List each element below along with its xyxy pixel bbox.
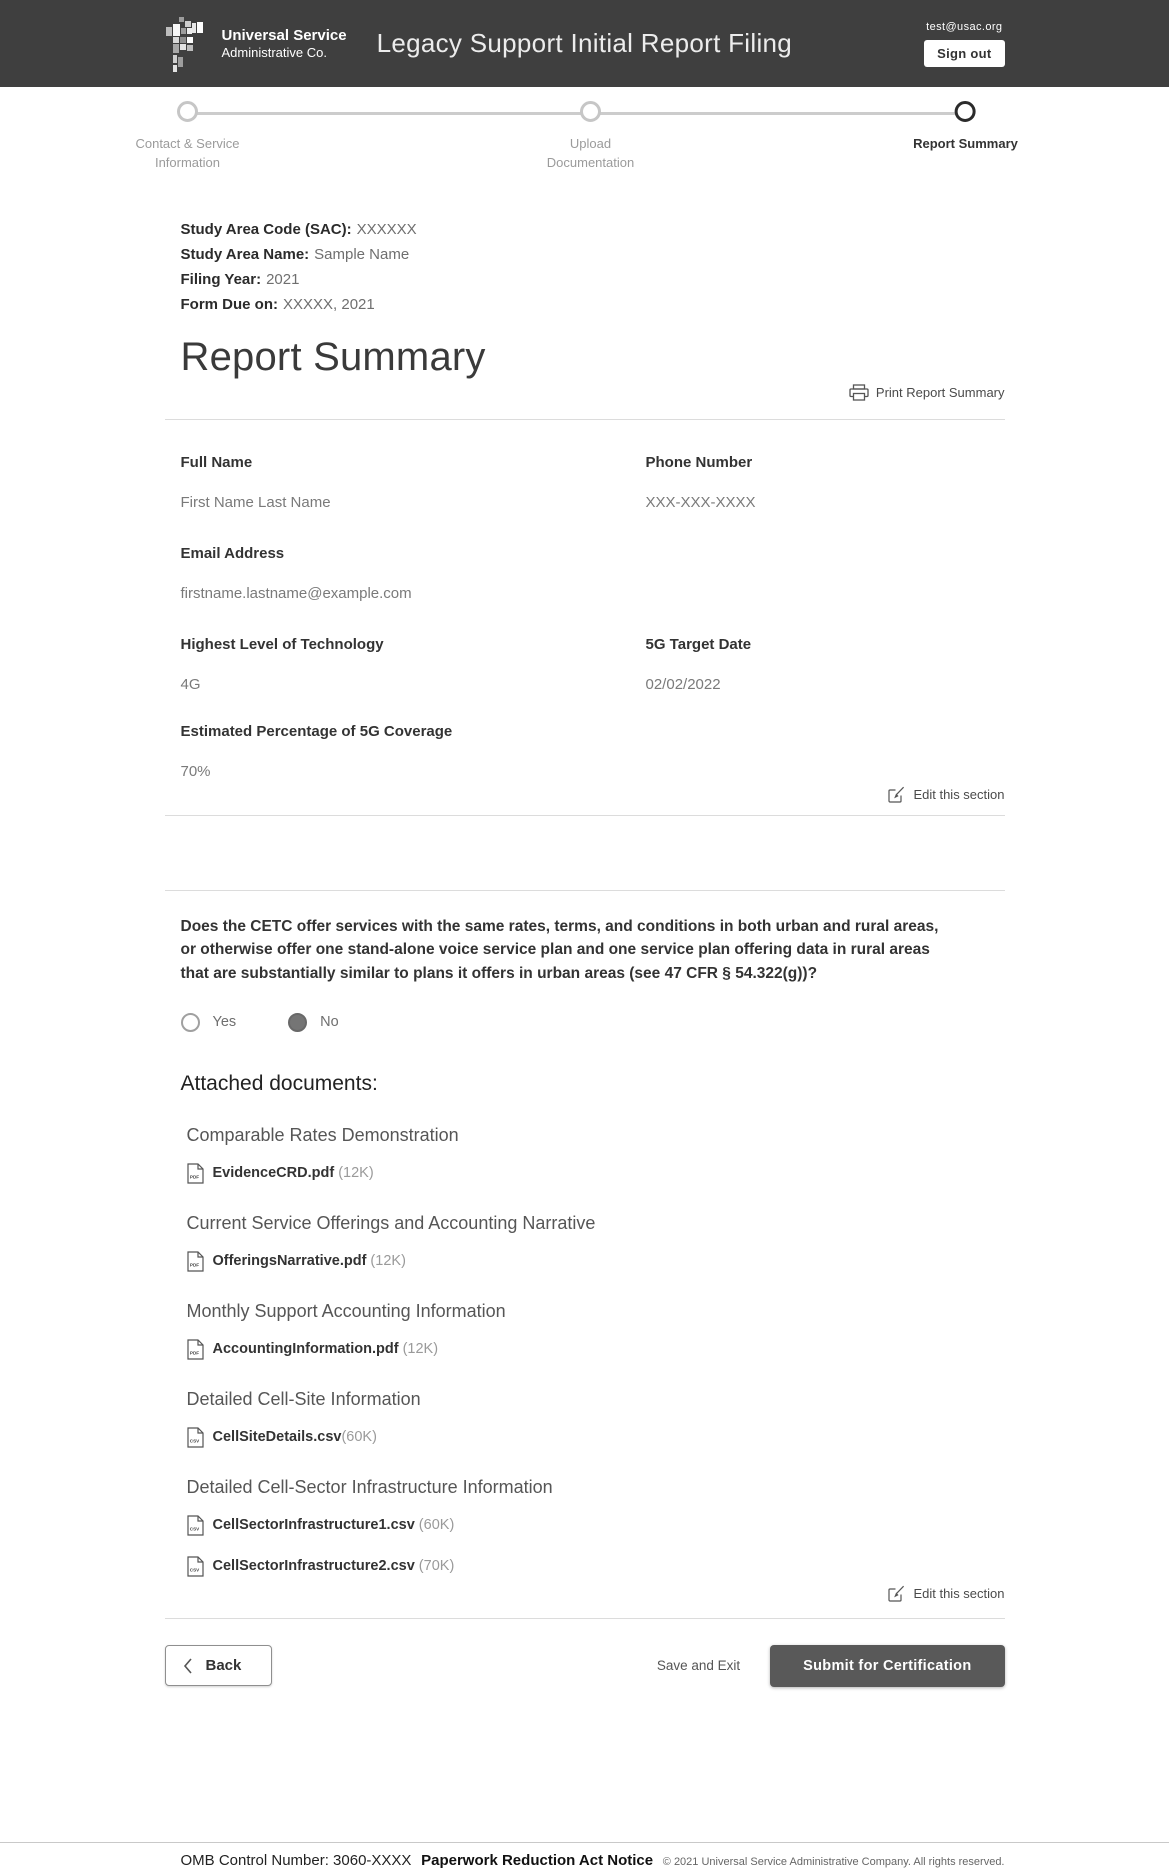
file-link[interactable] <box>187 1251 1005 1272</box>
print-report-summary-link[interactable] <box>165 384 1005 401</box>
usac-logo-icon <box>165 15 211 73</box>
svg-text:CSV: CSV <box>189 1526 199 1532</box>
org-name-line1: Universal Service <box>221 26 347 44</box>
technology-value: 4G <box>180 676 201 693</box>
paperwork-reduction-act-link[interactable]: Paperwork Reduction Act Notice <box>421 1852 654 1869</box>
svg-text:PDF: PDF <box>189 1174 199 1180</box>
section-divider <box>165 890 1005 891</box>
step-label: Report Summary <box>913 136 1018 151</box>
step-circle <box>580 101 601 122</box>
csv-file-icon <box>187 1427 204 1448</box>
target-date-value: 02/02/2022 <box>645 676 721 693</box>
doc-group-cell-site <box>165 1389 1005 1448</box>
sign-out-button[interactable]: Sign out <box>924 40 1004 67</box>
radio-option-no[interactable] <box>288 1013 339 1032</box>
edit-contact-section-link[interactable] <box>165 786 1005 803</box>
phone-number-value: XXX-XXX-XXXX <box>645 494 756 511</box>
radio-no-label: No <box>320 1014 339 1031</box>
doc-group-title: Monthly Support Accounting Information <box>186 1300 506 1321</box>
svg-text:CSV: CSV <box>189 1438 199 1444</box>
file-size: (60K) <box>414 1517 455 1534</box>
study-area-code-row <box>181 221 989 238</box>
form-due-value: XXXXX, 2021 <box>283 296 375 313</box>
org-name-line2: Administrative Co. <box>221 44 327 60</box>
phone-number-label: Phone Number <box>645 454 753 471</box>
file-size: (70K) <box>414 1558 455 1575</box>
file-size: (12K) <box>398 1341 439 1358</box>
technology-label: Highest Level of Technology <box>180 636 384 653</box>
step-contact-service-information <box>123 101 253 173</box>
pdf-file-icon <box>187 1339 204 1360</box>
file-link[interactable] <box>187 1339 1005 1360</box>
chevron-left-icon <box>183 1658 193 1674</box>
pdf-file-icon <box>187 1163 204 1184</box>
study-area-name-value: Sample Name <box>314 246 410 263</box>
radio-no-circle[interactable] <box>288 1013 307 1032</box>
section-divider <box>165 815 1005 816</box>
file-link[interactable] <box>187 1556 1005 1577</box>
app-header <box>0 0 1169 87</box>
doc-group-cell-sector <box>165 1477 1005 1577</box>
email-address-label: Email Address <box>180 545 285 562</box>
edit-pencil-icon <box>888 786 905 803</box>
cetc-question-radios <box>165 1013 1005 1032</box>
omb-control-number: OMB Control Number: 3060-XXXX <box>180 1852 412 1869</box>
section-divider <box>165 1618 1005 1619</box>
radio-option-yes[interactable] <box>181 1013 237 1032</box>
doc-group-title: Detailed Cell-Sector Infrastructure Information <box>186 1476 553 1497</box>
svg-text:CSV: CSV <box>189 1567 199 1573</box>
step-label: Upload Documentation <box>546 136 635 170</box>
back-button[interactable] <box>165 1645 273 1686</box>
filing-year-label: Filing Year: <box>180 271 262 288</box>
doc-group-title: Current Service Offerings and Accounting Narrative <box>186 1212 596 1233</box>
email-address-value: firstname.lastname@example.com <box>180 585 412 602</box>
filing-year-value: 2021 <box>266 271 300 288</box>
csv-file-icon <box>187 1515 204 1536</box>
pdf-file-icon <box>187 1251 204 1272</box>
submit-for-certification-button[interactable]: Submit for Certification <box>770 1645 1004 1687</box>
svg-text:PDF: PDF <box>189 1350 199 1356</box>
file-name: EvidenceCRD.pdf <box>212 1165 335 1182</box>
edit-link-label: Edit this section <box>913 787 1005 802</box>
printer-icon <box>849 384 869 401</box>
filing-year-row <box>181 271 989 288</box>
page-title: Report Summary <box>180 335 486 379</box>
step-label: Contact & Service Information <box>135 136 240 170</box>
radio-yes-label: Yes <box>212 1014 237 1031</box>
edit-link-label: Edit this section <box>913 1585 1005 1601</box>
file-link[interactable] <box>187 1427 1005 1448</box>
org-name <box>222 27 347 61</box>
form-due-label: Form Due on: <box>180 296 278 313</box>
target-date-label: 5G Target Date <box>645 636 752 653</box>
file-name: CellSiteDetails.csv <box>212 1429 342 1446</box>
usac-logo <box>165 15 347 73</box>
edit-documents-section-link[interactable] <box>165 1585 1005 1602</box>
svg-text:PDF: PDF <box>189 1262 199 1268</box>
page-footer <box>0 1842 1169 1869</box>
contact-summary-section <box>165 454 1005 780</box>
doc-group-monthly-support <box>165 1301 1005 1360</box>
file-size: (60K) <box>341 1429 377 1446</box>
coverage-label: Estimated Percentage of 5G Coverage <box>180 723 453 740</box>
file-name: CellSectorInfrastructure1.csv <box>212 1517 415 1534</box>
study-area-name-label: Study Area Name: <box>180 246 310 263</box>
step-circle <box>955 101 976 122</box>
attached-documents-heading: Attached documents: <box>180 1071 378 1095</box>
step-upload-documentation <box>526 101 656 173</box>
step-circle <box>177 101 198 122</box>
file-link[interactable] <box>187 1163 1005 1184</box>
doc-group-title: Detailed Cell-Site Information <box>186 1388 421 1409</box>
doc-group-service-offerings <box>165 1213 1005 1272</box>
action-button-row <box>165 1645 1005 1687</box>
user-email: test@usac.org <box>926 20 1003 33</box>
doc-group-comparable-rates <box>165 1125 1005 1184</box>
full-name-label: Full Name <box>180 454 253 471</box>
form-due-row <box>181 296 989 313</box>
back-button-label: Back <box>205 1657 242 1675</box>
file-link[interactable] <box>187 1515 1005 1536</box>
print-link-label: Print Report Summary <box>875 385 1005 400</box>
coverage-value: 70% <box>180 763 211 780</box>
full-name-value: First Name Last Name <box>180 494 331 511</box>
study-area-code-value: XXXXXX <box>356 221 417 238</box>
radio-yes-circle[interactable] <box>181 1013 200 1032</box>
save-and-exit-link[interactable]: Save and Exit <box>656 1658 741 1674</box>
file-name: CellSectorInfrastructure2.csv <box>212 1558 415 1575</box>
app-title: Legacy Support Initial Report Filing <box>376 28 793 58</box>
file-name: OfferingsNarrative.pdf <box>212 1253 367 1270</box>
file-size: (12K) <box>366 1253 406 1270</box>
file-size: (12K) <box>334 1165 374 1182</box>
copyright-text: © 2021 Universal Service Administrative Company. All rights reserved. <box>662 1856 1005 1868</box>
study-area-code-label: Study Area Code (SAC): <box>180 221 352 238</box>
file-name: AccountingInformation.pdf <box>212 1341 399 1358</box>
csv-file-icon <box>187 1556 204 1577</box>
cetc-question-text: Does the CETC offer services with the same rates, terms, and conditions in both urban and rural areas, or otherwise offer one stand-alone voice service plan and one service plan offering data in rural areas that are substantially similar to plans it offers in urban areas (see 47 CFR § 54.322(g))? <box>180 918 939 982</box>
section-divider <box>165 419 1005 420</box>
doc-group-title: Comparable Rates Demonstration <box>186 1124 459 1145</box>
edit-pencil-icon <box>888 1585 905 1602</box>
study-info <box>165 221 1005 313</box>
progress-stepper <box>135 87 1018 187</box>
step-report-summary <box>913 101 1018 154</box>
study-area-name-row <box>181 246 989 263</box>
